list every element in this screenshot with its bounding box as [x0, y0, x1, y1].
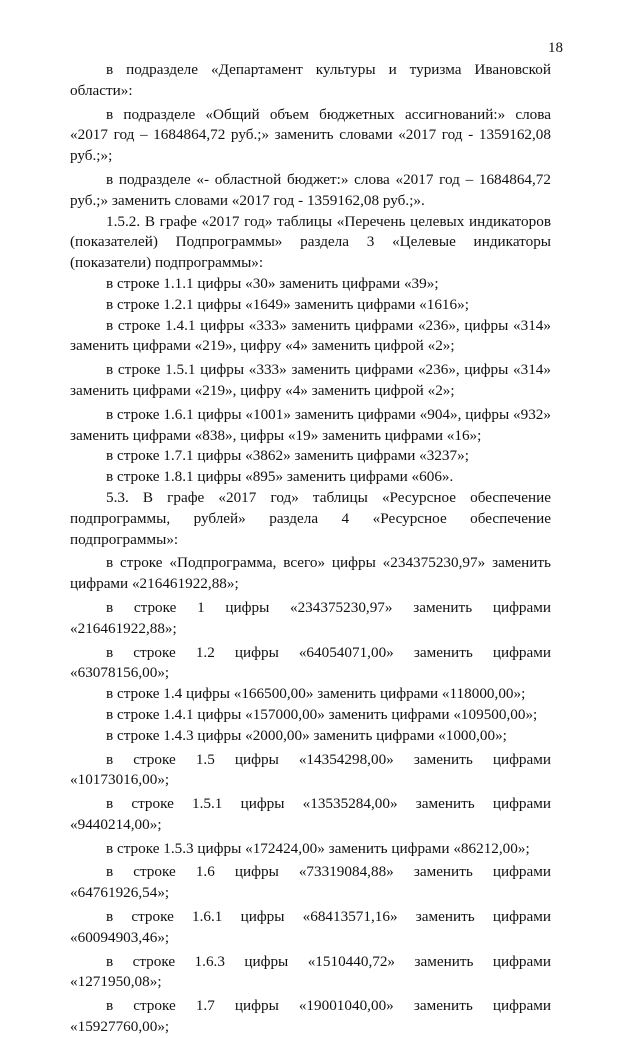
paragraph: в строке 1.6 цифры «73319084,88» заменить цифрами «64761926,54»; [70, 863, 551, 902]
paragraph: в строке 1.7 цифры «19001040,00» заменить цифрами «15927760,00»; [70, 997, 551, 1036]
paragraph: в строке 1.5 цифры «14354298,00» заменить цифрами «10173016,00»; [70, 750, 551, 789]
document-body [70, 60, 551, 1038]
paragraph: в строке 1 цифры «234375230,97» заменить цифрами «216461922,88»; [70, 598, 551, 637]
paragraph: в строке 1.2.1 цифры «1649» заменить цифрами «1616»; [106, 295, 469, 313]
paragraph: 1.5.2. В графе «2017 год» таблицы «Перечень целевых индикаторов (показателей) Подпрограммы» раздела 3 «Целевые индикаторы (показатели) подпрограммы»: [70, 212, 551, 272]
paragraph: в строке 1.4.1 цифры «157000,00» заменить цифрами «109500,00»; [106, 705, 538, 723]
page-number: 18 [548, 40, 563, 56]
paragraph: в подразделе «- областной бюджет:» слова «2017 год – 1684864,72 руб.;» заменить словами «2017 год - 1359162,08 руб.;». [70, 170, 551, 209]
paragraph: в строке 1.4.1 цифры «333» заменить цифрами «236», цифры «314» заменить цифрами «219», цифру «4» заменить цифрой «2»; [70, 316, 551, 355]
paragraph: в строке 1.5.1 цифры «333» заменить цифрами «236», цифры «314» заменить цифрами «219», цифру «4» заменить цифрой «2»; [70, 361, 551, 399]
paragraph: в строке 1.1.1 цифры «30» заменить цифрами «39»; [106, 274, 439, 292]
paragraph: в строке 1.6.1 цифры «68413571,16» заменить цифрами «60094903,46»; [70, 908, 551, 946]
paragraph: в строке 1.7.1 цифры «3862» заменить цифрами «3237»; [106, 447, 469, 465]
paragraph: в строке 1.4 цифры «166500,00» заменить цифрами «118000,00»; [106, 685, 526, 703]
paragraph: в строке 1.6.3 цифры «1510440,72» заменить цифрами «1271950,08»; [70, 952, 551, 991]
paragraph: в подразделе «Департамент культуры и туризма Ивановской области»: [70, 61, 551, 99]
paragraph: в строке 1.8.1 цифры «895» заменить цифрами «606». [106, 468, 454, 486]
paragraph: в строке 1.4.3 цифры «2000,00» заменить цифрами «1000,00»; [106, 726, 507, 744]
paragraph: в строке «Подпрограмма, всего» цифры «234375230,97» заменить цифрами «216461922,88»; [70, 554, 551, 593]
paragraph: в строке 1.6.1 цифры «1001» заменить цифрами «904», цифры «932» заменить цифрами «838», цифры «19» заменить цифрами «16»; [70, 405, 551, 444]
paragraph: в подразделе «Общий объем бюджетных ассигнований:» слова «2017 год – 1684864,72 руб.;» заменить словами «2017 год - 1359162,08 руб.;»; [70, 105, 551, 165]
paragraph: в строке 1.5.3 цифры «172424,00» заменить цифрами «86212,00»; [106, 839, 530, 857]
paragraph: 5.3. В графе «2017 год» таблицы «Ресурсное обеспечение подпрограммы, рублей» раздела 4 «Ресурсное обеспечение подпрограммы»: [70, 488, 551, 548]
paragraph: в строке 1.2 цифры «64054071,00» заменить цифрами «63078156,00»; [70, 643, 551, 682]
paragraph: в строке 1.5.1 цифры «13535284,00» заменить цифрами «9440214,00»; [70, 795, 551, 833]
